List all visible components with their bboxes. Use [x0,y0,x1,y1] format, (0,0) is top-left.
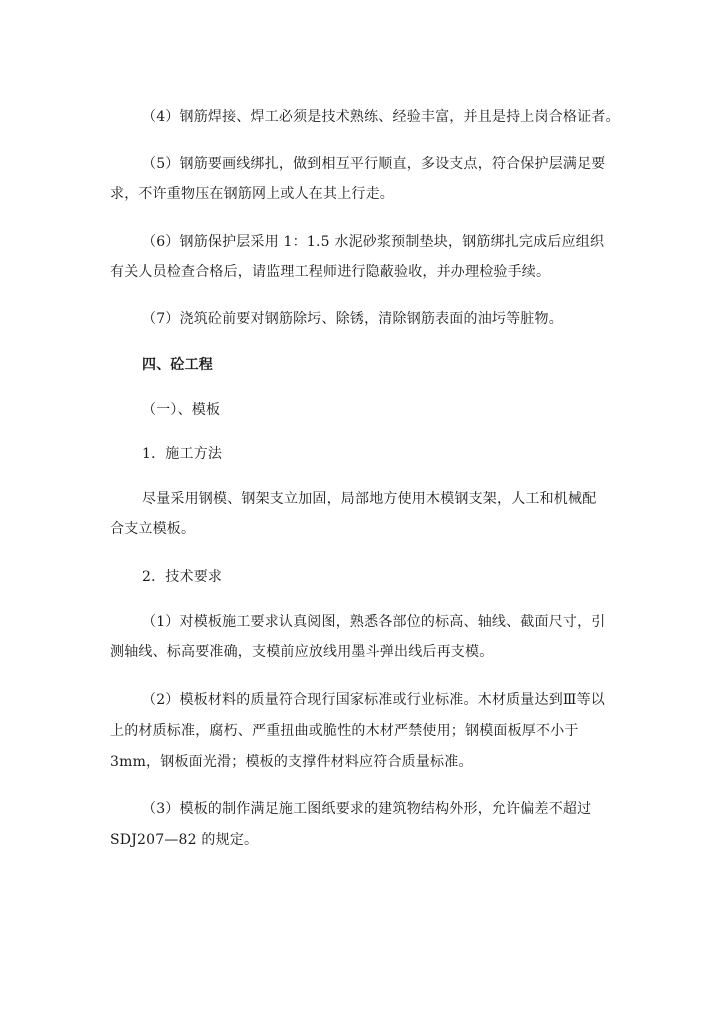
rebar-item-5-line-2: 求，不许重物压在钢筋网上或人在其上行走。 [110,186,394,202]
rebar-item-6-line-2: 有关人员检查合格后，请监理工程师进行隐蔽验收，并办理检验手续。 [110,264,551,280]
rebar-item-4: （4）钢筋焊接、焊工必须是技术熟练、经验丰富，并且是持上岗合格证者。 [142,109,620,125]
requirement-2-line-2: 上的材质标准，腐朽、严重扭曲或脆性的木材严禁使用；钢模面板厚不小于 [110,723,579,739]
requirement-3-line-1: （3）模板的制作满足施工图纸要求的建筑物结构外形，允许偏差不超过 [142,801,592,817]
construction-method-title: 1．施工方法 [142,446,223,462]
technical-requirements-title: 2．技术要求 [142,569,223,585]
section-heading-concrete: 四、砼工程 [142,357,213,373]
rebar-item-6-line-1: （6）钢筋保护层采用 1：1.5 水泥砂浆预制垫块，钢筋绑扎完成后应组织 [142,234,605,250]
subsection-formwork: （一）、模板 [142,402,221,418]
requirement-3-line-2: SDJ207—82 的规定。 [110,832,259,848]
requirement-1-line-1: （1）对模板施工要求认真阅图，熟悉各部位的标高、轴线、截面尺寸，引 [142,614,606,630]
requirement-2-line-3: 3mm，钢板面光滑；模板的支撑件材料应符合质量标准。 [110,754,473,770]
construction-method-line-1: 尽量采用钢模、钢架支立加固，局部地方使用木模钢支架，人工和机械配 [142,491,597,507]
construction-method-line-2: 合支立模板。 [110,521,196,537]
requirement-2-line-1: （2）模板材料的质量符合现行国家标准或行业标准。木材质量达到Ⅲ等以 [142,692,606,708]
rebar-item-7: （7）浇筑砼前要对钢筋除圬、除锈，清除钢筋表面的油圬等脏物。 [142,311,563,327]
requirement-1-line-2: 测轴线、标高要准确，支模前应放线用墨斗弹出线后再支模。 [110,644,494,660]
rebar-item-5-line-1: （5）钢筋要画线绑扎，做到相互平行顺直，多设支点，符合保护层满足要 [142,156,606,172]
